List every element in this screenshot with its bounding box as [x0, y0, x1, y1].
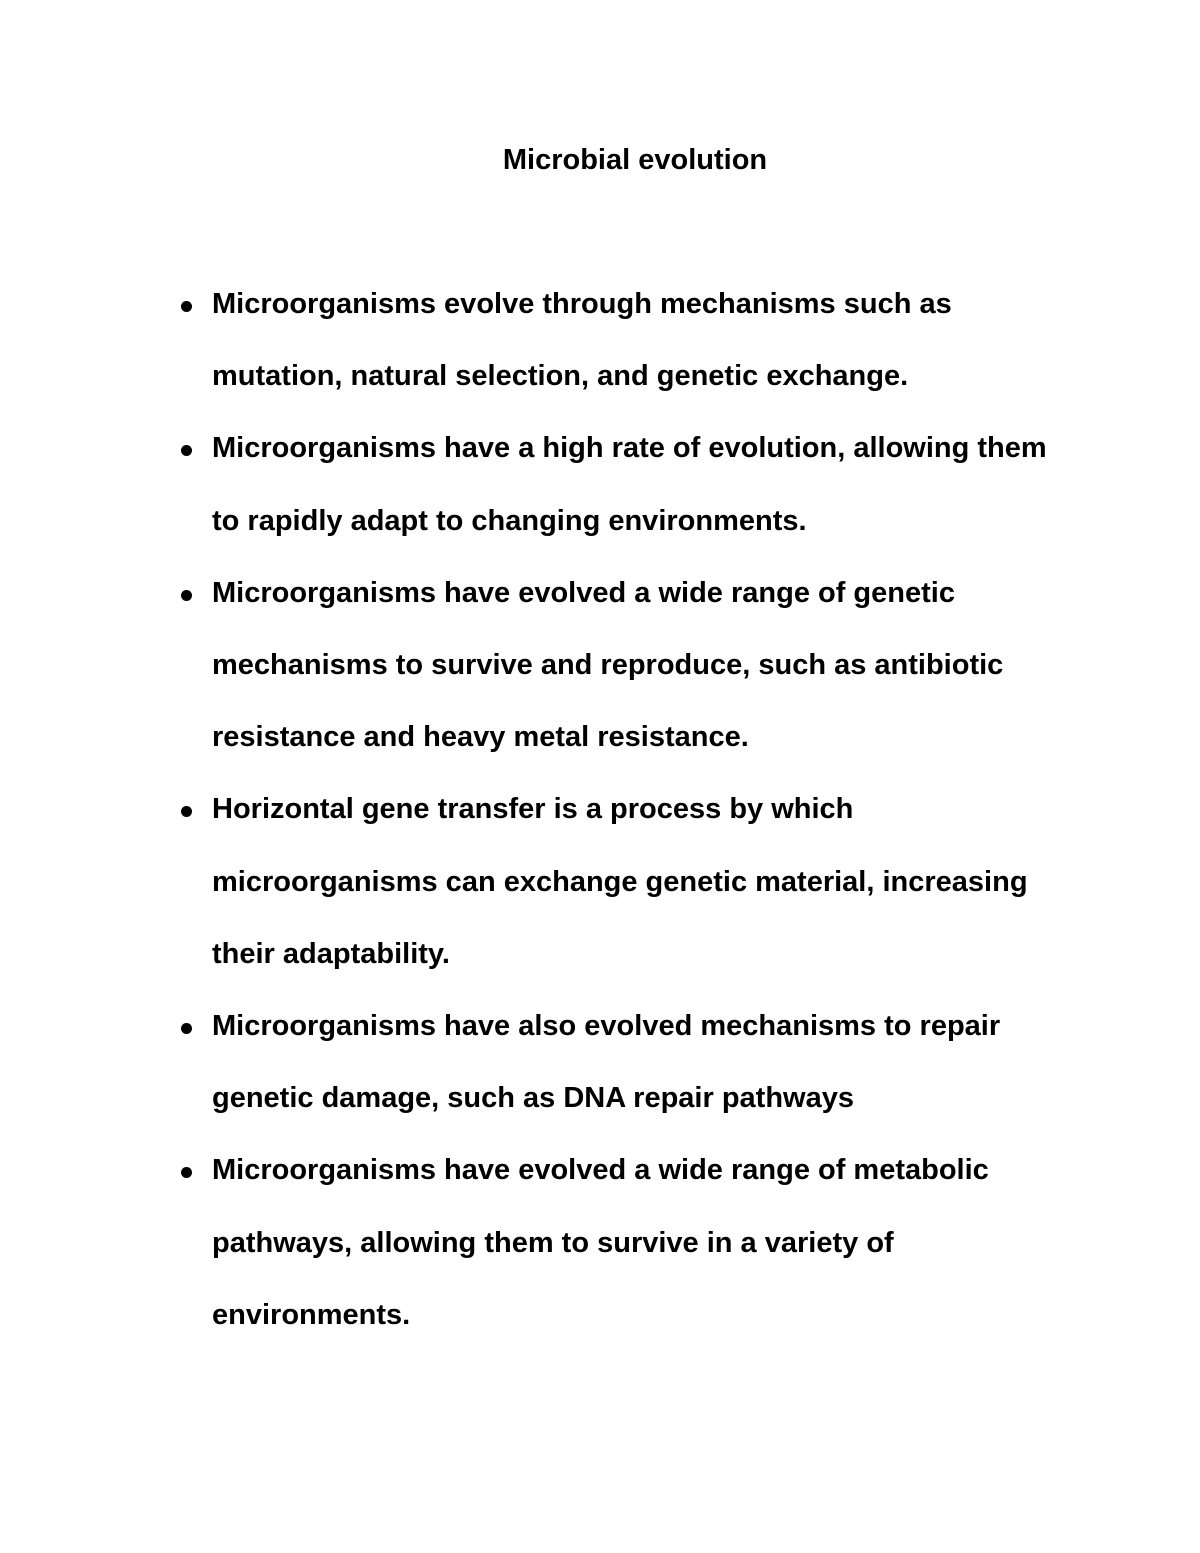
list-item [212, 773, 1072, 990]
list-item-text: Microorganisms have also evolved mechanisms to repair genetic damage, such as DNA repair pathways [212, 1010, 1001, 1115]
bullet-icon [181, 1167, 192, 1178]
bullet-icon [181, 590, 192, 601]
bullet-list [212, 268, 1072, 1351]
list-item-text: Microorganisms have a high rate of evolution, allowing them to rapidly adapt to changing environments. [212, 432, 1047, 537]
list-item-text: Microorganisms evolve through mechanisms such as mutation, natural selection, and genetic exchange. [212, 288, 952, 393]
bullet-icon [181, 445, 192, 456]
list-item [212, 268, 1072, 412]
list-item-text: Horizontal gene transfer is a process by which microorganisms can exchange genetic material, increasing their adaptability. [212, 793, 1028, 970]
list-item [212, 1134, 1072, 1351]
list-item [212, 412, 1072, 556]
list-item-text: Microorganisms have evolved a wide range of genetic mechanisms to survive and reproduce, such as antibiotic resistance and heavy metal resistance. [212, 576, 1004, 754]
bullet-icon [181, 301, 192, 312]
list-item-text: Microorganisms have evolved a wide range of metabolic pathways, allowing them to survive in a variety of environments. [212, 1154, 989, 1331]
bullet-icon [181, 1023, 192, 1034]
bullet-icon [181, 806, 192, 817]
list-item [212, 557, 1072, 774]
page-title: Microbial evolution [502, 144, 768, 176]
list-item [212, 990, 1072, 1134]
